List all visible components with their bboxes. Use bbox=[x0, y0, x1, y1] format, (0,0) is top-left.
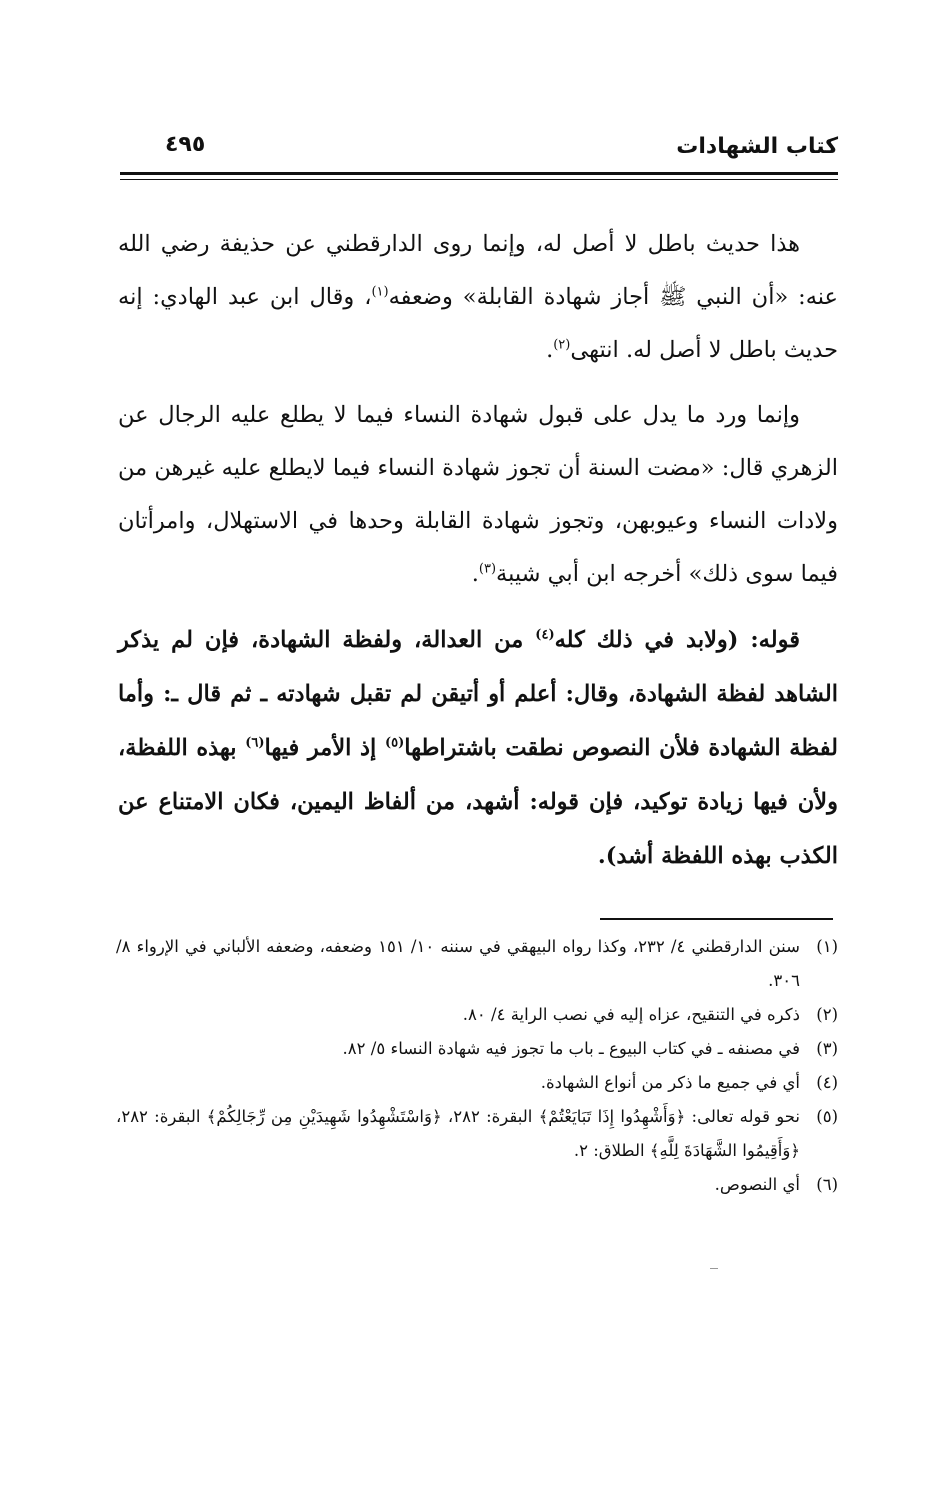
paragraph-1 bbox=[118, 218, 838, 377]
chapter-title: كتاب الشهادات bbox=[676, 134, 838, 159]
footnote-separator bbox=[600, 918, 833, 920]
footnote-number: (٦) bbox=[816, 1175, 838, 1194]
paragraph-3-quote bbox=[118, 613, 838, 883]
paragraph-text: بهذه اللفظة، ولأن فيها زيادة توكيد، فإن قوله: أشهد، من ألفاظ اليمين، فكان الامتناع عن الكذب بهذه اللفظة أشد). bbox=[118, 735, 838, 869]
footnotes bbox=[116, 930, 838, 1202]
footnote-6 bbox=[116, 1168, 838, 1202]
footnote-number: (٤) bbox=[816, 1073, 838, 1092]
footnote-number: (٢) bbox=[816, 1005, 838, 1024]
paragraph-text: . bbox=[471, 561, 479, 587]
paragraph-text: وإنما ورد ما يدل على قبول شهادة النساء فيما لا يطلع عليه الرجال عن الزهري قال: «مضت السنة أن تجوز شهادة النساء فيما لايطلع عليه غيرهن من ولادات النساء وعيوبهن، وتجوز شهادة القابلة وحدها في الاستهلال، وامرأتان فيما سوى ذلك» أخرجه ابن أبي شيبة bbox=[118, 402, 838, 587]
footnote-text: ذكره في التنقيح، عزاه إليه في نصب الراية ٤/ ٨٠. bbox=[462, 1005, 800, 1024]
paragraph-text: من العدالة، ولفظة الشهادة، فإن لم يذكر الشاهد لفظة الشهادة، وقال: أعلم أو أتيقن لم تقبل شهادته ـ ثم قال ـ: وأما لفظة الشهادة فلأن النصوص نطقت باشتراطها bbox=[118, 627, 838, 761]
paragraph-2 bbox=[118, 389, 838, 601]
footnote-number: (١) bbox=[816, 937, 838, 956]
paragraph-text: . bbox=[546, 337, 554, 363]
footnote-text: نحو قوله تعالى: ﴿وَأَشْهِدُوا إِذَا تَبَايَعْتُمْ﴾ البقرة: ٢٨٢، ﴿وَاسْتَشْهِدُوا شَهِيدَيْنِ مِن رِّجَالِكُمْ﴾ البقرة: ٢٨٢، ﴿وَأَقِيمُوا الشَّهَادَةَ لِلَّهِ﴾ الطلاق: ٢. bbox=[116, 1107, 800, 1160]
header-rule bbox=[120, 172, 838, 175]
footnote-text: أي النصوص. bbox=[714, 1175, 800, 1194]
footnote-ref-5[interactable]: (٥) bbox=[384, 735, 405, 751]
footnote-ref-6[interactable]: (٦) bbox=[245, 735, 265, 751]
header-rule-thin bbox=[120, 179, 838, 180]
scan-mark bbox=[710, 1268, 718, 1269]
footnote-ref-2[interactable]: (٢) bbox=[553, 337, 571, 353]
footnote-text: سنن الدارقطني ٤/ ٢٣٢، وكذا رواه البيهقي في سننه ١٠/ ١٥١ وضعفه، وضعفه الألباني في الإرواء ٨/ ٣٠٦. bbox=[116, 937, 800, 990]
footnote-number: (٣) bbox=[816, 1039, 838, 1058]
paragraph-text: ، وقال ابن عبد الهادي: إنه حديث باطل لا أصل له. انتهى bbox=[118, 284, 838, 363]
footnote-1 bbox=[116, 930, 838, 998]
footnote-text: في مصنفه ـ في كتاب البيوع ـ باب ما تجوز فيه شهادة النساء ٥/ ٨٢. bbox=[342, 1039, 800, 1058]
paragraph-text: قوله: (ولابد في ذلك كله bbox=[554, 627, 800, 653]
footnote-3 bbox=[116, 1032, 838, 1066]
paragraph-text: هذا حديث باطل لا أصل له، وإنما روى الدارقطني عن حذيفة رضي الله عنه: «أن النبي ﷺ أجاز شهادة القابلة» وضعفه bbox=[118, 231, 838, 310]
page-number: ٤٩٥ bbox=[165, 132, 206, 157]
footnote-ref-3[interactable]: (٣) bbox=[478, 561, 497, 577]
footnote-text: أي في جميع ما ذكر من أنواع الشهادة. bbox=[540, 1073, 800, 1092]
footnote-ref-4[interactable]: (٤) bbox=[535, 627, 555, 643]
paragraph-text: إذ الأمر فيها bbox=[264, 735, 385, 761]
footnote-2 bbox=[116, 998, 838, 1032]
running-header bbox=[165, 128, 838, 168]
footnote-number: (٥) bbox=[816, 1107, 838, 1126]
footnote-ref-1[interactable]: (١) bbox=[371, 284, 389, 300]
main-text bbox=[118, 218, 838, 895]
footnote-4 bbox=[116, 1066, 838, 1100]
footnote-5 bbox=[116, 1100, 838, 1168]
